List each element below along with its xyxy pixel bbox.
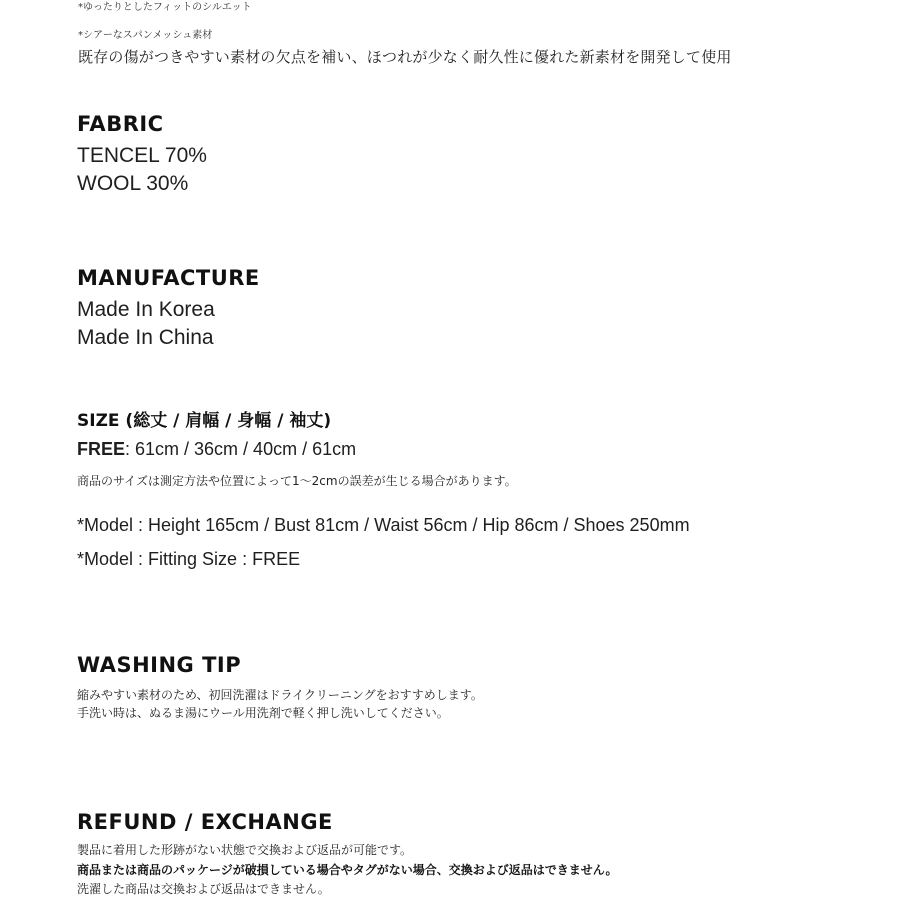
- manufacture-heading: MANUFACTURE: [77, 266, 260, 290]
- intro-line-3: 既存の傷がつきやすい素材の欠点を補い、ほつれが少なく耐久性に優れた新素材を開発して使用: [78, 48, 732, 66]
- size-heading: SIZE (総丈 / 肩幅 / 身幅 / 袖丈): [77, 411, 332, 431]
- manufacture-item-china: Made In China: [77, 326, 214, 349]
- refund-line-1: 製品に着用した形跡がない状態で交換および返品が可能です。: [77, 843, 413, 857]
- refund-line-3: 洗濯した商品は交換および返品はできません。: [77, 882, 330, 896]
- intro-line-1: *ゆったりとしたフィットのシルエット: [78, 2, 252, 13]
- intro-line-2: *シアーなスパンメッシュ素材: [78, 30, 213, 41]
- washing-heading: WASHING TIP: [77, 653, 242, 677]
- washing-line-1: 縮みやすい素材のため、初回洗濯はドライクリーニングをおすすめします。: [77, 688, 483, 702]
- size-free-label: FREE: [77, 439, 126, 459]
- size-note: 商品のサイズは測定方法や位置によって1〜2cmの誤差が生じる場合があります。: [77, 474, 517, 488]
- fabric-item-wool: WOOL 30%: [77, 172, 189, 195]
- manufacture-item-korea: Made In Korea: [77, 298, 215, 321]
- fabric-heading: FABRIC: [77, 112, 164, 136]
- fabric-item-tencel: TENCEL 70%: [77, 144, 207, 167]
- model-measurements: *Model : Height 165cm / Bust 81cm / Waist 56cm / Hip 86cm / Shoes 250mm: [77, 515, 690, 535]
- washing-line-2: 手洗い時は、ぬるま湯にウール用洗剤で軽く押し洗いしてください。: [77, 706, 449, 720]
- size-free-row: [77, 439, 356, 460]
- model-fitting-size: *Model : Fitting Size : FREE: [77, 549, 301, 569]
- refund-heading: REFUND / EXCHANGE: [77, 810, 333, 834]
- refund-line-2: 商品または商品のパッケージが破損している場合やタグがない場合、交換および返品はできません。: [77, 863, 618, 877]
- size-free-values: : 61cm / 36cm / 40cm / 61cm: [125, 439, 357, 459]
